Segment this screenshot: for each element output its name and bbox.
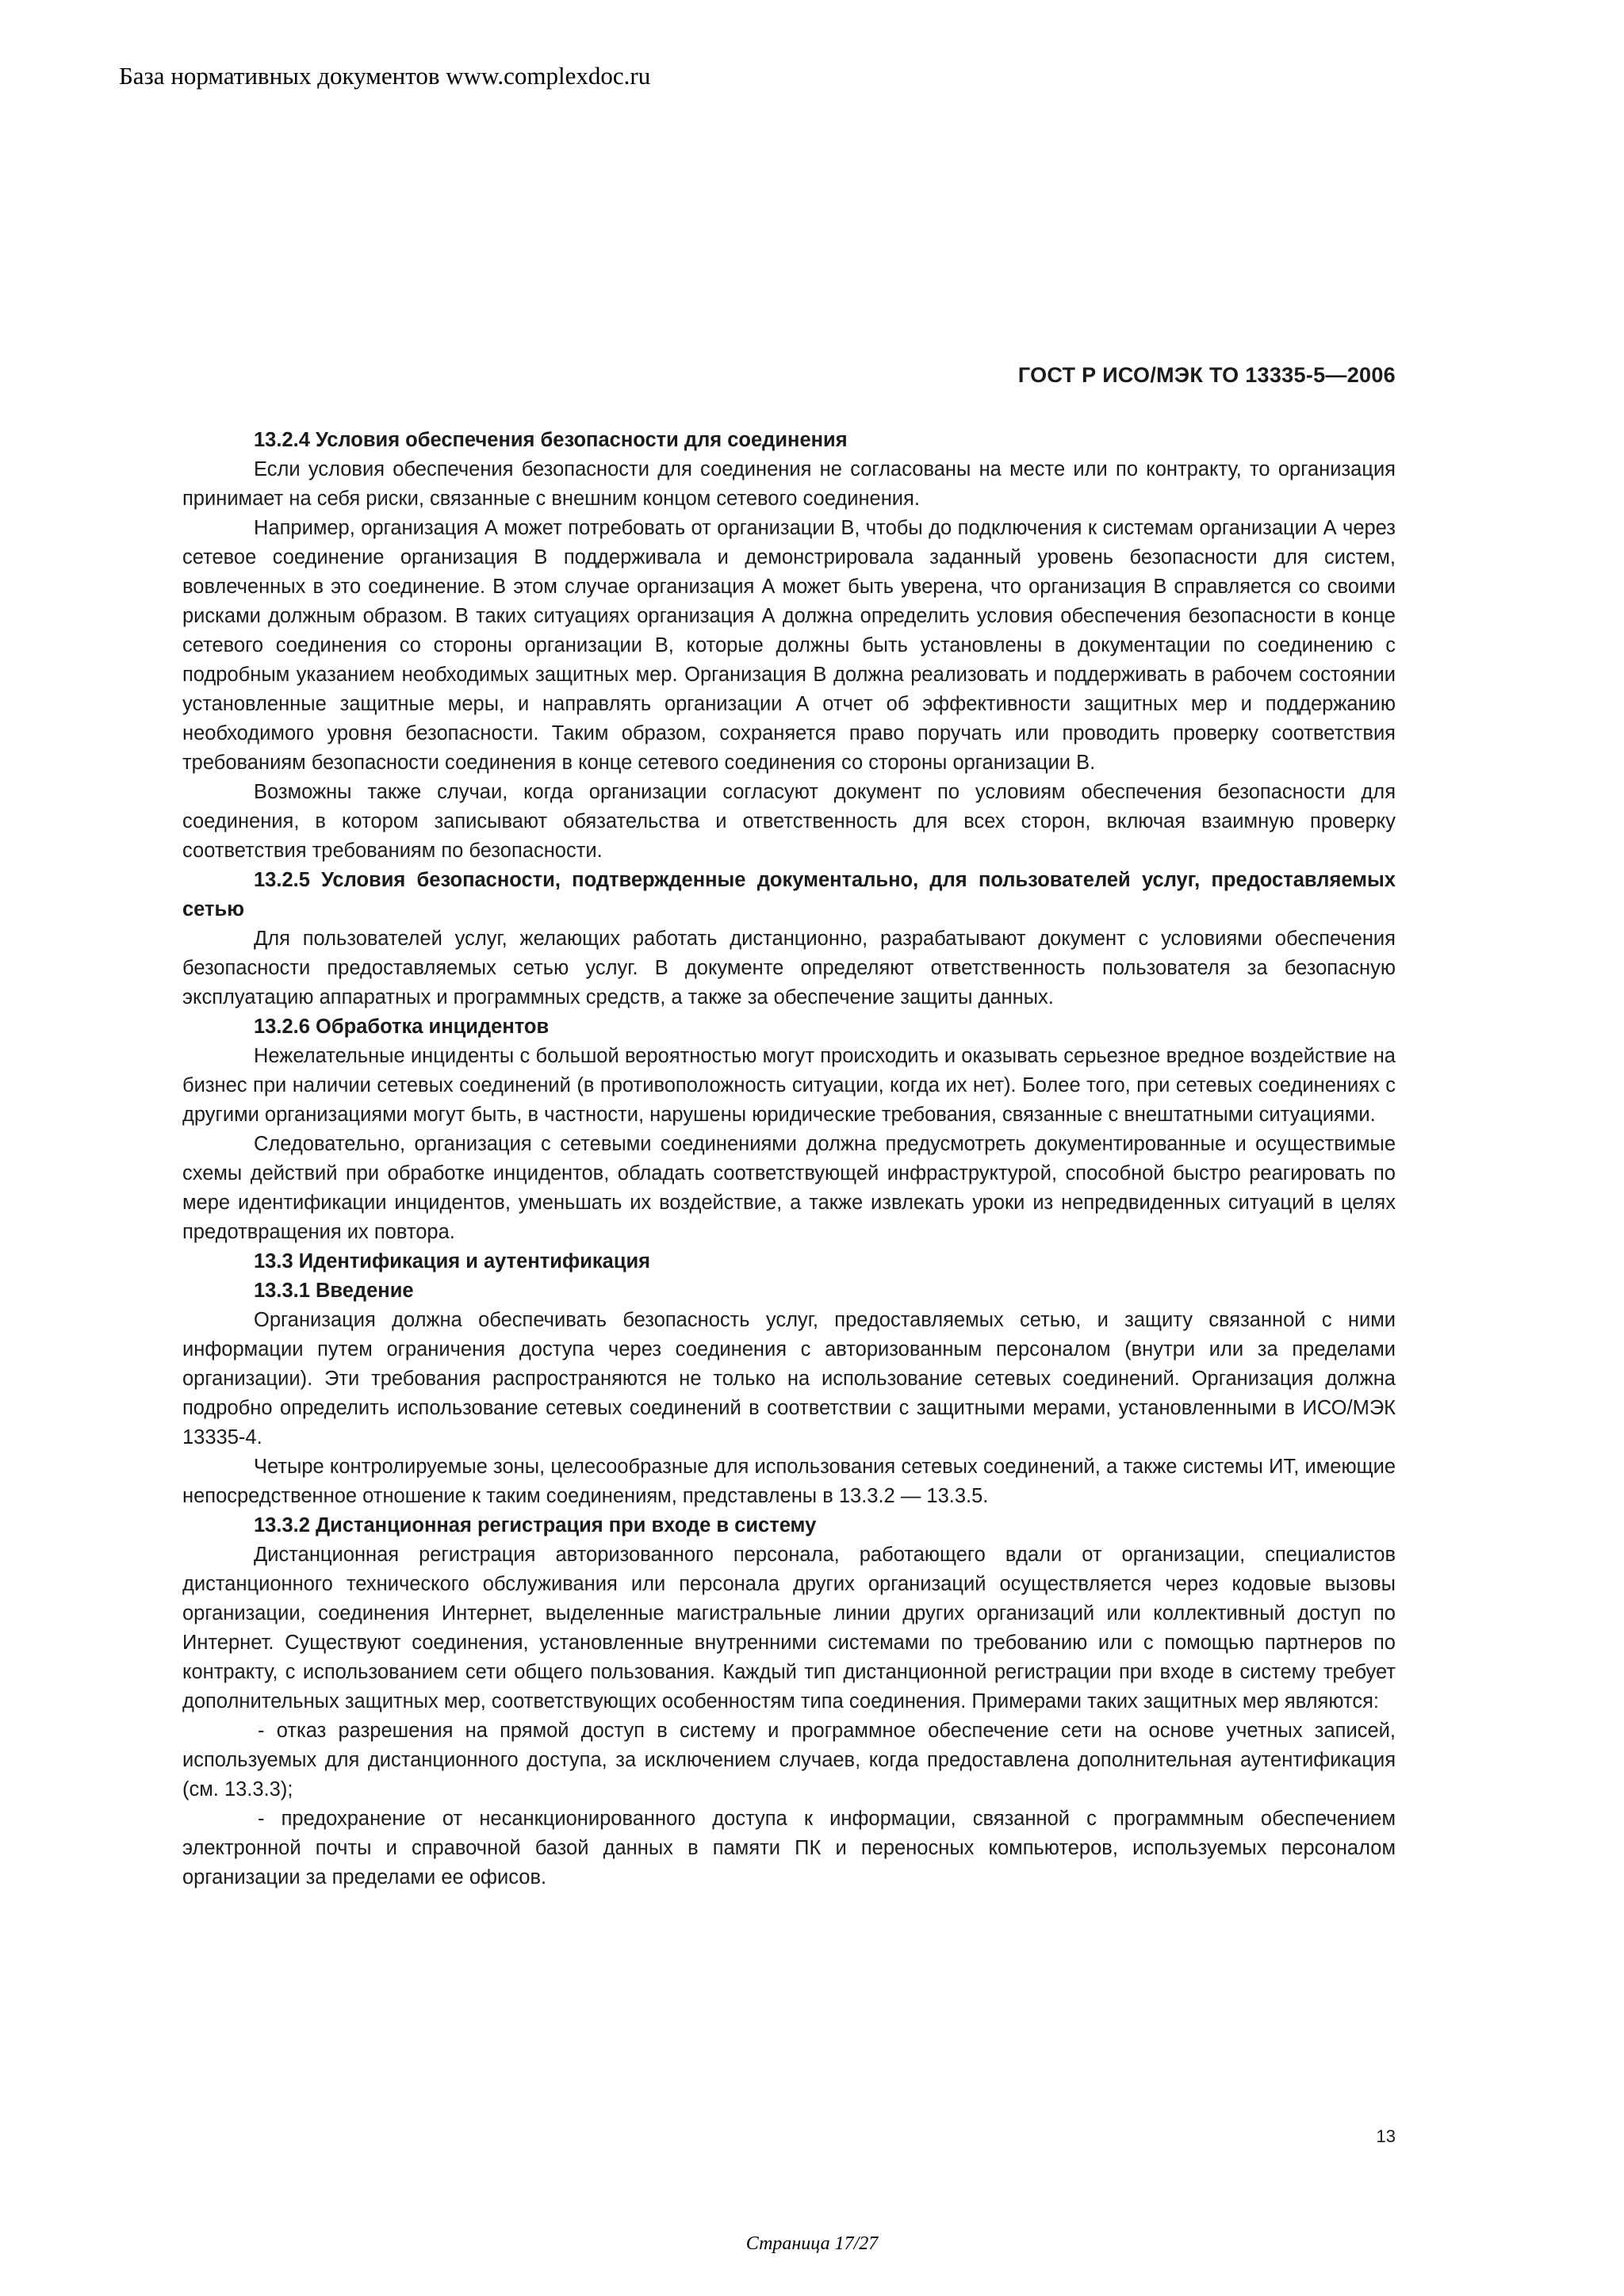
paragraph: Для пользователей услуг, желающих работать дистанционно, разрабатывают документ с условиями обеспечения безопасности предоставляемых сетью услуг. В документе определяют ответственность пользователя за безопасную эксплуатацию аппаратных и программных средств, а также за обеспечение защиты данных. — [182, 928, 1396, 1008]
paragraph: Например, организация А может потребовать от организации В, чтобы до подключения к системам организации А через сетевое соединение организация В поддерживала и демонстрировала заданный уровень безопасности для систем, вовлеченных в это соединение. В этом случае организация А может быть уверена, что организация В справляется со своими рисками должным образом. В таких ситуациях организация А должна определить условия обеспечения безопасности в конце сетевого соединения со стороны организации В, которые должны быть установлены в документации по соединению с подробным указанием необходимых защитных мер. Организация В должна реализовать и поддерживать в рабочем состоянии установленные защитные меры, и направлять организации А отчет об эффективности защитных мер и поддержанию необходимого уровня безопасности. Таким образом, сохраняется право поручать или проводить проверку соответствия требованиям безопасности соединения в конце сетевого соединения со стороны организации В. — [182, 517, 1396, 774]
paragraph: Нежелательные инциденты с большой вероятностью могут происходить и оказывать серьезное вредное воздействие на бизнес при наличии сетевых соединений (в противоположность ситуации, когда их нет). Более того, при сетевых соединениях с другими организациями могут быть, в частности, нарушены юридические требования, связанные с внештатными ситуациями. — [182, 1045, 1396, 1126]
section-heading-13-2-5: 13.2.5 Условия безопасности, подтвержденные документально, для пользователей услуг, предоставляемых сетью — [182, 869, 1396, 920]
paragraph: Следовательно, организация с сетевыми соединениями должна предусмотреть документированные и осуществимые схемы действий при обработке инцидентов, обладать соответствующей инфраструктурой, способной быстро реагировать по мере идентификации инцидентов, уменьшать их воздействие, а также извлекать уроки из непредвиденных ситуаций в целях предотвращения их повтора. — [182, 1133, 1396, 1243]
paragraph: Дистанционная регистрация авторизованного персонала, работающего вдали от организации, специалистов дистанционного технического обслуживания или персонала других организаций осуществляется через кодовые вызовы организации, соединения Интернет, выделенные магистральные линии других организаций или коллективный доступ по Интернет. Существуют соединения, установленные внутренними системами по требованию или с помощью партнеров по контракту, с использованием сети общего пользования. Каждый тип дистанционной регистрации при входе в систему требует дополнительных защитных мер, соответствующих особенностям типа соединения. Примерами таких защитных мер являются: — [182, 1544, 1396, 1712]
section-heading-13-3-2: 13.3.2 Дистанционная регистрация при входе в систему — [254, 1514, 817, 1536]
page-number: 13 — [1376, 2126, 1396, 2146]
watermark-text: База нормативных документов www.complexdoc.ru — [119, 62, 651, 90]
standard-header: ГОСТ Р ИСО/МЭК ТО 13335-5—2006 — [1017, 363, 1396, 387]
paragraph: Организация должна обеспечивать безопасность услуг, предоставляемых сетью, и защиту связанной с ними информации путем ограничения доступа через соединения с авторизованным персоналом (внутри или за пределами организации). Эти требования распространяются не только на использование сетевых соединений. Организация должна подробно определить использование сетевых соединений в соответствии с защитными мерами, установленными в ИСО/МЭК 13335-4. — [182, 1309, 1396, 1448]
section-heading-13-2-6: 13.2.6 Обработка инцидентов — [254, 1016, 550, 1038]
paragraph: Четыре контролируемые зоны, целесообразные для использования сетевых соединений, а также системы ИТ, имеющие непосредственное отношение к таким соединениям, представлены в 13.3.2 — 13.3.5. — [182, 1456, 1396, 1507]
document-body — [182, 426, 1396, 1892]
section-heading-13-3: 13.3 Идентификация и аутентификация — [254, 1250, 651, 1272]
paragraph: Если условия обеспечения безопасности для соединения не согласованы на месте или по контракту, то организация принимает на себя риски, связанные с внешним концом сетевого соединения. — [182, 458, 1396, 510]
list-item: - предохранение от несанкционированного доступа к информации, связанной с программным обеспечением электронной почты и справочной базой данных в памяти ПК и переносных компьютеров, используемых персоналом организации за пределами ее офисов. — [182, 1808, 1396, 1888]
page-footer: Страница 17/27 — [745, 2233, 879, 2254]
list-item: - отказ разрешения на прямой доступ в систему и программное обеспечение сети на основе учетных записей, используемых для дистанционного доступа, за исключением случаев, когда предоставлена дополнительная аутентификация (см. 13.3.3); — [182, 1720, 1396, 1800]
section-heading-13-2-4: 13.2.4 Условия обеспечения безопасности для соединения — [254, 429, 848, 451]
section-heading-13-3-1: 13.3.1 Введение — [254, 1280, 414, 1302]
paragraph: Возможны также случаи, когда организации согласуют документ по условиям обеспечения безопасности для соединения, в котором записывают обязательства и ответственность для всех сторон, включая взаимную проверку соответствия требованиям по безопасности. — [182, 781, 1396, 862]
